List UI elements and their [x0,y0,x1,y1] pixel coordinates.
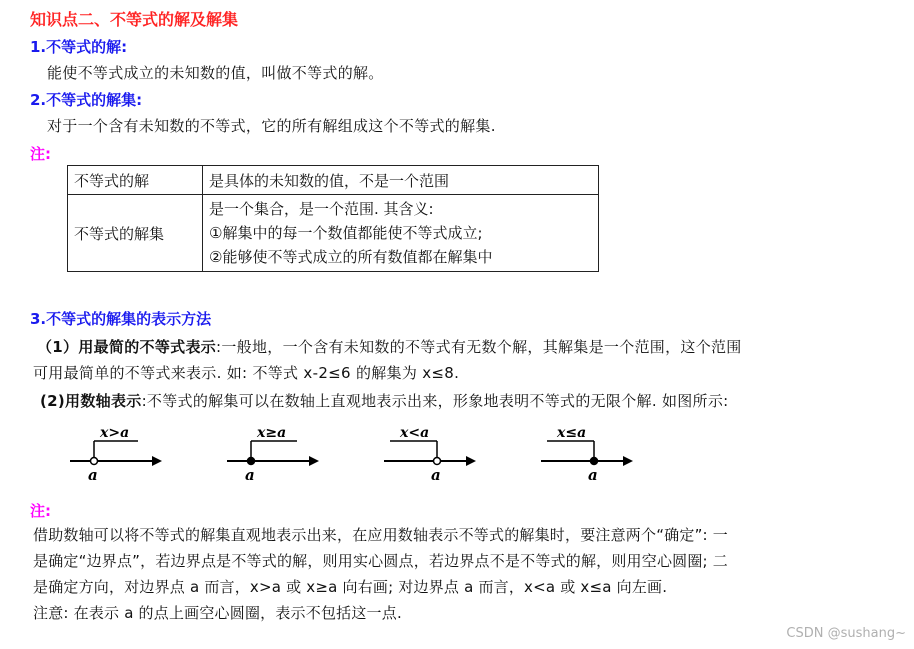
inequality-label: x<a [400,425,430,441]
axis-arrow [152,456,162,466]
filled-point [591,458,598,465]
section3-p1-cont: 可用最简单的不等式来表示. 如: 不等式 x-2≤6 的解集为 x≤8. [33,364,460,382]
p1-text: :一般地，一个含有未知数的不等式有无数个解，其解集是一个范围，这个范围 [216,338,742,356]
section2-text: 对于一个含有未知数的不等式，它的所有解组成这个不等式的解集. [47,117,496,135]
inequality-label: x≥a [257,425,287,441]
axis-arrow [623,456,633,466]
section3-p1 [37,336,742,357]
p1-label: （1）用最简的不等式表示 [37,338,217,356]
table-line: ②能够使不等式成立的所有数值都在解集中 [209,248,493,266]
section3-p2 [40,390,729,411]
page-title: 知识点二、不等式的解及解集 [30,10,239,29]
note2-line: 注意: 在表示 a 的点上画空心圆圈，表示不包括这一点. [33,604,402,622]
filled-point [248,458,255,465]
section1-heading: 1.不等式的解: [30,38,128,56]
note2-line: 借助数轴可以将不等式的解集直观地表示出来，在应用数轴表示不等式的解集时，要注意两个“确定”: 一 [33,526,728,544]
comparison-table [67,165,599,272]
table-cell-desc [203,195,599,272]
p2-label: (2)用数轴表示 [40,392,142,410]
watermark: CSDN @sushang~ [786,626,906,641]
number-line-diagram-4 [537,418,647,484]
note2-label: 注: [30,502,51,520]
open-point [434,458,441,465]
note2-paragraph [33,522,893,626]
open-point [91,458,98,465]
note-label: 注: [30,145,51,163]
axis-arrow [466,456,476,466]
number-line-diagram-1 [66,418,176,484]
section2-heading: 2.不等式的解集: [30,91,143,109]
table-cell-desc: 是具体的未知数的值，不是一个范围 [203,166,599,195]
table-line: 是一个集合，是一个范围. 其含义: [209,200,434,218]
section1-text: 能使不等式成立的未知数的值，叫做不等式的解。 [47,64,384,82]
table-row [68,195,599,272]
number-line-diagram-3 [380,418,490,484]
note2-line: 是确定方向，对边界点 a 而言，x>a 或 x≥a 向右画; 对边界点 a 而言，x<a 或 x≤a 向左画. [33,578,668,596]
axis-arrow [309,456,319,466]
point-label: a [588,466,598,484]
table-cell-term: 不等式的解集 [68,195,203,272]
point-label: a [88,466,98,484]
section3-heading: 3.不等式的解集的表示方法 [30,310,212,328]
p2-text: :不等式的解集可以在数轴上直观地表示出来，形象地表明不等式的无限个解. 如图所示: [141,392,729,410]
inequality-label: x≤a [557,425,587,441]
table-row [68,166,599,195]
point-label: a [431,466,441,484]
note2-line: 是确定“边界点”，若边界点是不等式的解，则用实心圆点，若边界点不是不等式的解，则用空心圆圈; 二 [33,552,728,570]
table-cell-term: 不等式的解 [68,166,203,195]
inequality-label: x>a [100,425,130,441]
point-label: a [245,466,255,484]
number-line-diagram-2 [223,418,333,484]
table-line: ①解集中的每一个数值都能使不等式成立; [209,224,483,242]
